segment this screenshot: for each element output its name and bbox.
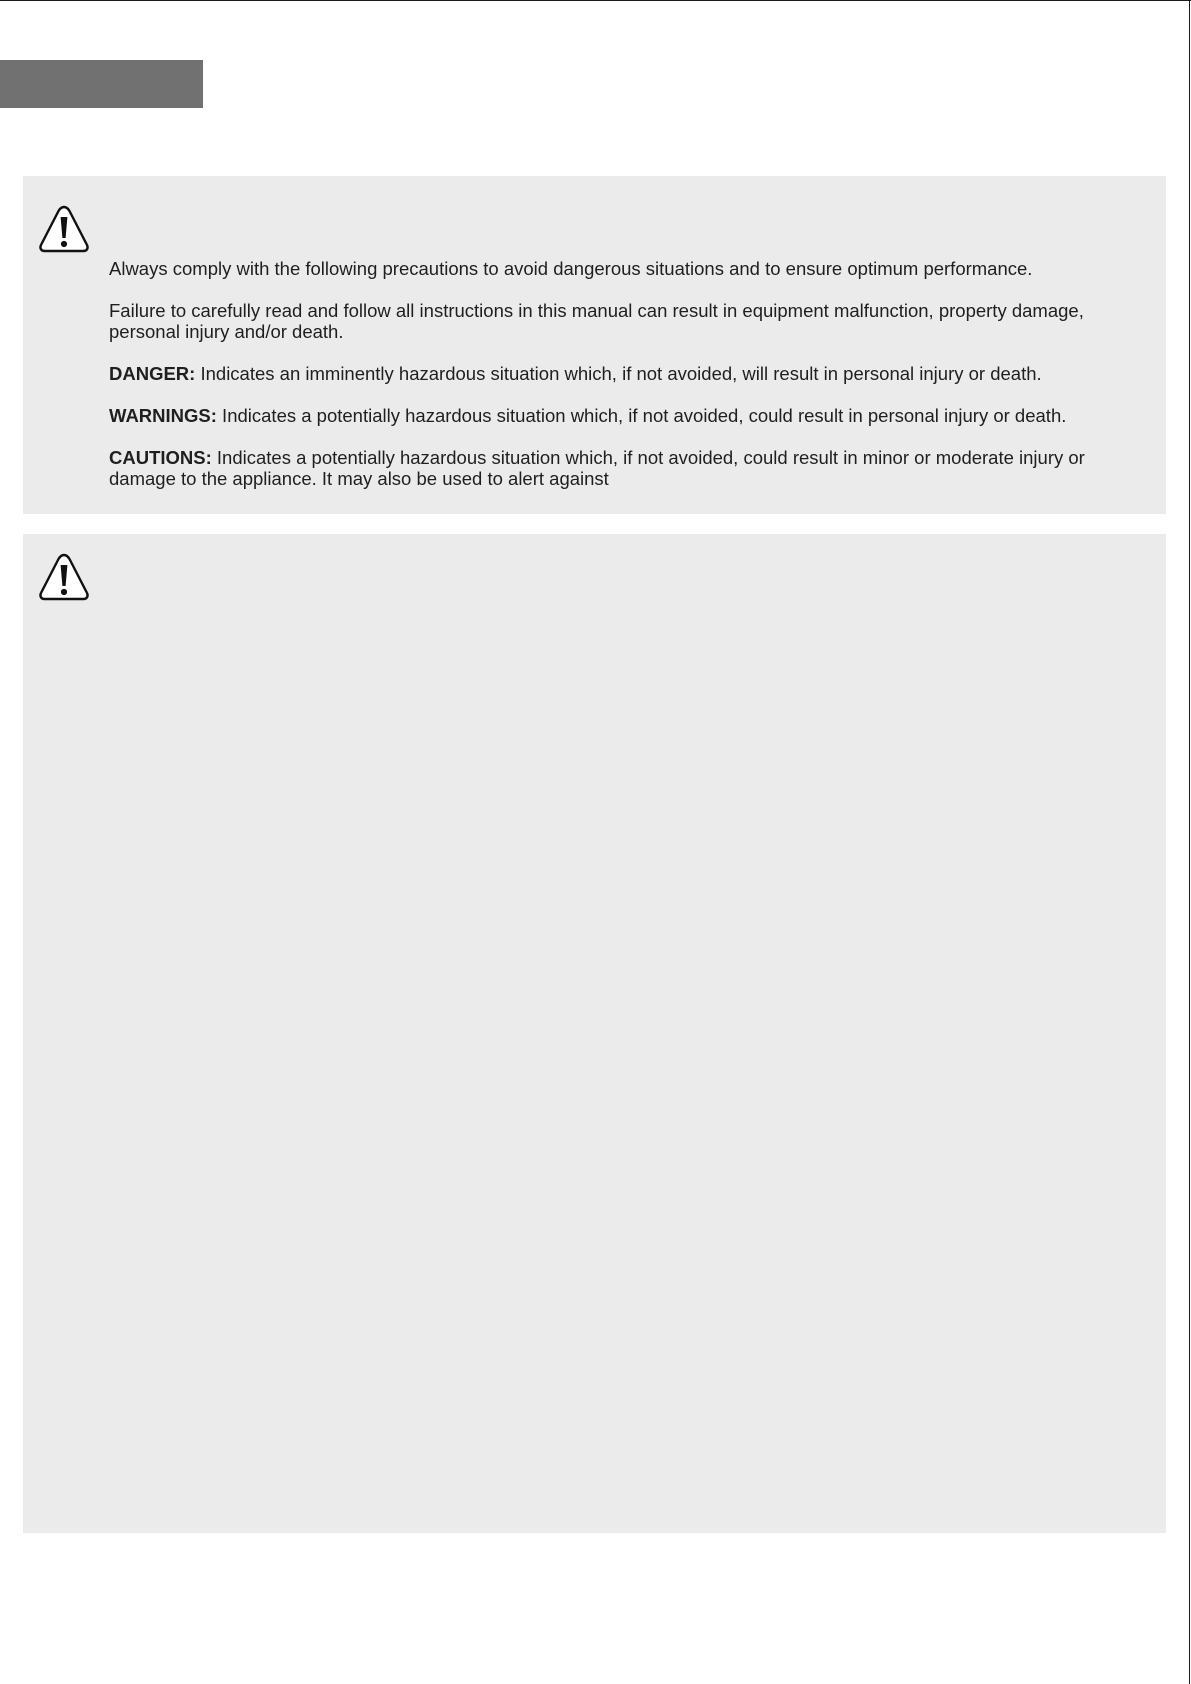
failure-paragraph: Failure to carefully read and follow all instructions in this manual can result in equipment malfunction, property damage, personal injury and/or death.: [109, 300, 1084, 342]
warnings-paragraph: [109, 405, 1119, 426]
top-border-line: [0, 0, 1191, 1]
cautions-term: CAUTIONS:: [109, 447, 212, 468]
cautions-paragraph: [109, 447, 1119, 489]
safety-definitions-text: [109, 258, 1119, 489]
warnings-definition: Indicates a potentially hazardous situation which, if not avoided, could result in personal injury or death.: [216, 405, 1067, 426]
safety-definitions-panel: [23, 176, 1166, 514]
intro-paragraph: Always comply with the following precautions to avoid dangerous situations and to ensure optimum performance.: [109, 258, 1033, 279]
right-border-line: [1189, 0, 1190, 1684]
warning-triangle-icon: [37, 204, 91, 254]
warnings-term: WARNINGS:: [109, 405, 217, 426]
warning-triangle-icon: [37, 552, 91, 602]
danger-definition: Indicates an imminently hazardous situation which, if not avoided, will result in personal injury or death.: [195, 363, 1042, 384]
section-header-tab: [0, 60, 203, 108]
danger-paragraph: [109, 363, 1119, 384]
danger-term: DANGER:: [109, 363, 196, 384]
cautions-definition: Indicates a potentially hazardous situation which, if not avoided, could result in minor or moderate injury or damage to the appliance. It may also be used to alert against: [109, 447, 1085, 489]
safety-instructions-panel: [23, 534, 1166, 1533]
